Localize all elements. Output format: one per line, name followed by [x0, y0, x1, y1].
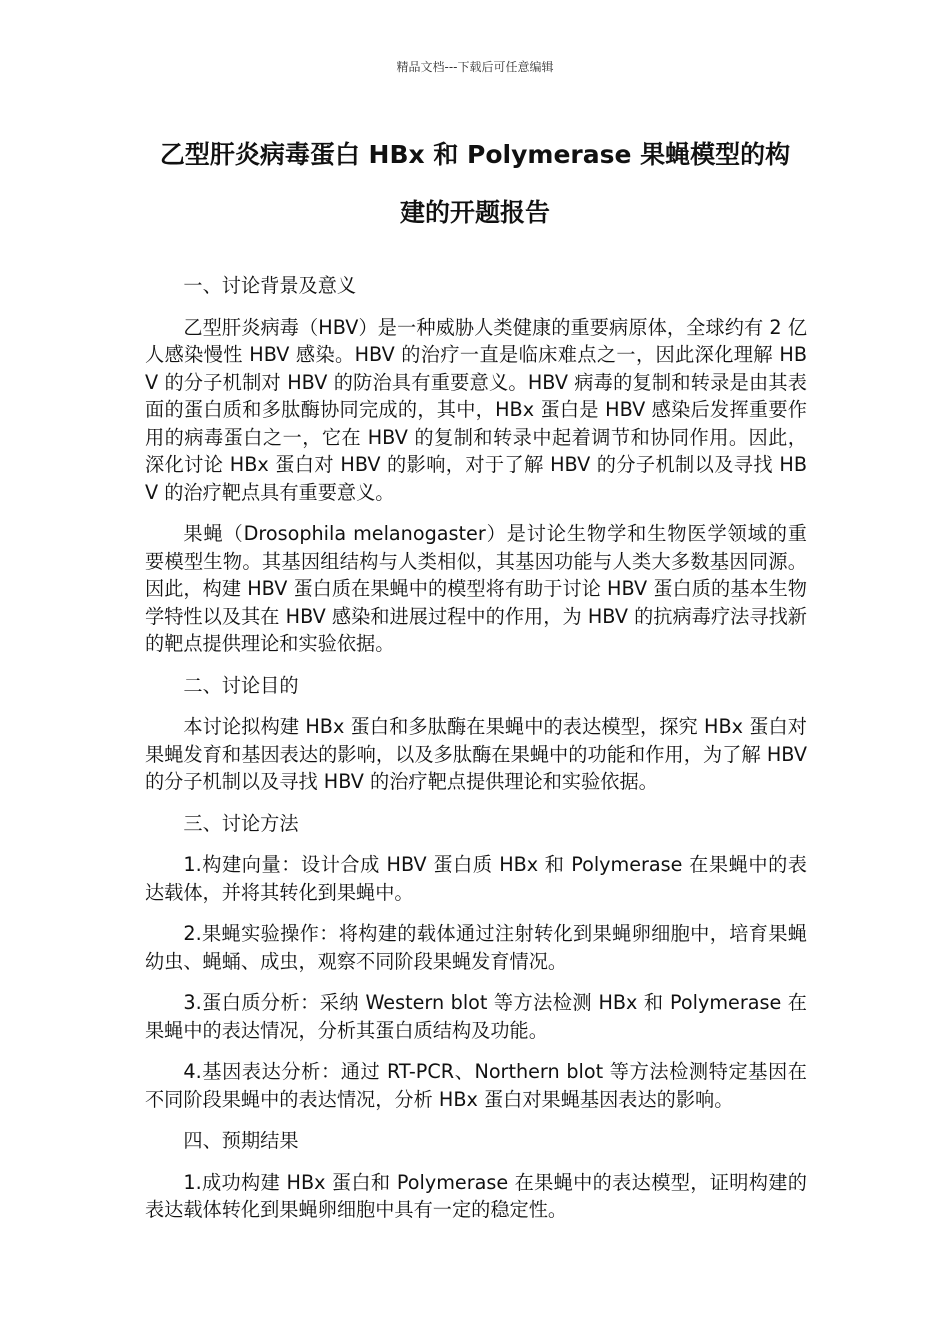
paragraph-purpose: 本讨论拟构建 HBx 蛋白和多肽酶在果蝇中的表达模型，探究 HBx 蛋白对果蝇发育和基因表达的影响，以及多肽酶在果蝇中的功能和作用，为了解 HBV 的分子机制以及寻找 HBV 的治疗靶点提供理论和实验依据。: [145, 715, 807, 793]
method-item-1: 1.构建向量：设计合成 HBV 蛋白质 HBx 和 Polymerase 在果蝇中的表达载体，并将其转化到果蝇中。: [145, 853, 807, 904]
header-note: 精品文档---下载后可任意编辑: [396, 60, 554, 74]
section-heading-methods: 三、讨论方法: [183, 811, 299, 835]
method-item-3: 3.蛋白质分析：采纳 Western blot 等方法检测 HBx 和 Polymerase 在果蝇中的表达情况，分析其蛋白质结构及功能。: [145, 991, 807, 1042]
page-title-line-1: 乙型肝炎病毒蛋白 HBx 和 Polymerase 果蝇模型的构: [159, 140, 791, 169]
paragraph-hbv-background: 乙型肝炎病毒（HBV）是一种威胁人类健康的重要病原体，全球约有 2 亿人感染慢性 HBV 感染。HBV 的治疗一直是临床难点之一，因此深化理解 HBV 的分子机制对 HBV 的防治具有重要意义。HBV 病毒的复制和转录是由其表面的蛋白质和多肽酶协同完成的，其中，HBx 蛋白是 HBV 感染后发挥重要作用的病毒蛋白之一，它在 HBV 的复制和转录中起着调节和协同作用。因此，深化讨论 HBx 蛋白对 HBV 的影响，对于了解 HBV 的分子机制以及寻找 HBV 的治疗靶点具有重要意义。: [145, 315, 807, 504]
result-item-1: 1.成功构建 HBx 蛋白和 Polymerase 在果蝇中的表达模型，证明构建的表达载体转化到果蝇卵细胞中具有一定的稳定性。: [145, 1170, 807, 1221]
page-title-line-2: 建的开题报告: [399, 198, 550, 227]
method-item-2: 2.果蝇实验操作：将构建的载体通过注射转化到果蝇卵细胞中，培育果蝇幼虫、蝇蛹、成虫，观察不同阶段果蝇发育情况。: [145, 922, 807, 973]
section-heading-background: 一、讨论背景及意义: [183, 274, 357, 297]
method-item-4: 4.基因表达分析：通过 RT-PCR、Northern blot 等方法检测特定基因在不同阶段果蝇中的表达情况，分析 HBx 蛋白对果蝇基因表达的影响。: [145, 1060, 807, 1111]
paragraph-drosophila-model: 果蝇（Drosophila melanogaster）是讨论生物学和生物医学领域的重要模型生物。其基因组结构与人类相似，其基因功能与人类大多数基因同源。因此，构建 HBV 蛋白质在果蝇中的模型将有助于讨论 HBV 蛋白质的基本生物学特性以及其在 HBV 感染和进展过程中的作用，为 HBV 的抗病毒疗法寻找新的靶点提供理论和实验依据。: [145, 522, 807, 655]
document-body: [145, 272, 807, 1238]
section-heading-expected-results: 四、预期结果: [183, 1129, 299, 1152]
section-heading-purpose: 二、讨论目的: [183, 673, 299, 697]
